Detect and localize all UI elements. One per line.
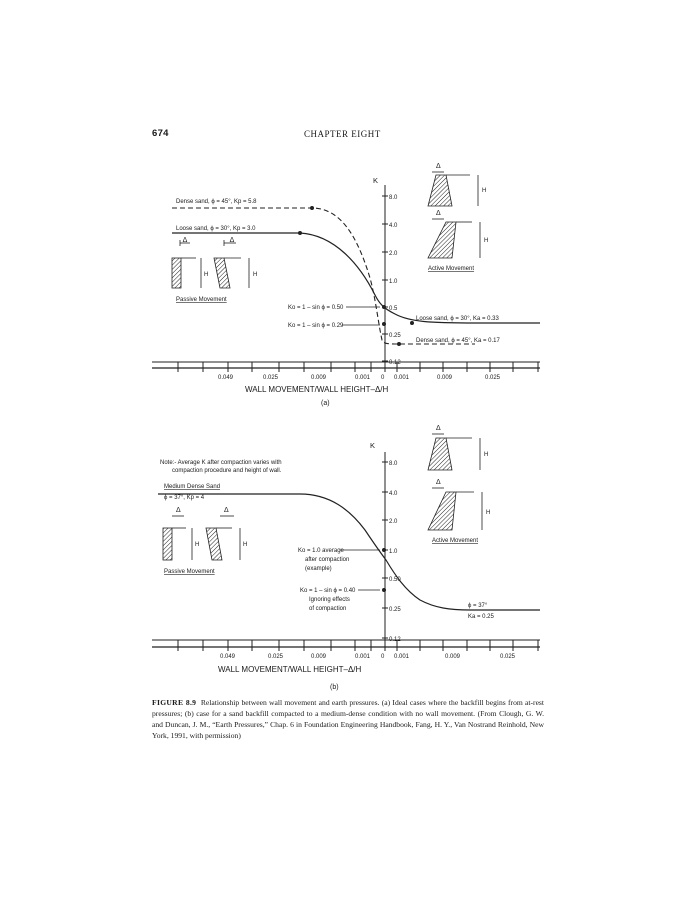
loose-peak-point bbox=[298, 231, 302, 235]
delta-symbol: Δ bbox=[224, 507, 229, 514]
x-tick-label: 0.025 bbox=[485, 375, 501, 381]
k-tick-label: 0.50 bbox=[389, 577, 401, 583]
k0-average-label: Ko = 1.0 average bbox=[298, 548, 344, 554]
x-tick-label: 0.001 bbox=[394, 654, 410, 660]
delta-symbol: Δ bbox=[436, 425, 441, 432]
x-tick-label: 0.025 bbox=[263, 375, 279, 381]
k-tick-label: 2.0 bbox=[389, 251, 398, 257]
figure-caption-text: Relationship between wall movement and earth pressures. (a) Ideal cases where the backfill begins from at-rest pressures; (b) case for a sand backfill compacted to a medium-dense condition with no wall movement. (From Clough, G. W. and Duncan, J. M., “Earth Pressures,” Chap. 6 in Foundation Engineering Handbook, Fang, H. Y., Van Nostrand Reinhold, New York, 1991, with permission) bbox=[152, 698, 544, 740]
x-tick-label: 0.009 bbox=[437, 375, 453, 381]
height-label: H bbox=[195, 542, 200, 548]
sand-label-line-1: Medium Dense Sand bbox=[164, 484, 221, 490]
height-label: H bbox=[486, 510, 491, 516]
k-tick-label: 4.0 bbox=[389, 223, 398, 229]
k-tick-label: 8.0 bbox=[389, 461, 398, 467]
dense-sand-passive-label: Dense sand, ϕ = 45°, Kp = 5.8 bbox=[176, 199, 257, 205]
x-tick-label: 0.025 bbox=[268, 654, 284, 660]
passive-movement-label: Passive Movement bbox=[164, 569, 215, 575]
k-tick-label: 2.0 bbox=[389, 519, 398, 525]
chapter-title: CHAPTER EIGHT bbox=[304, 129, 381, 139]
subfigure-label-a: (a) bbox=[321, 400, 330, 407]
x-tick-label: 0.025 bbox=[500, 654, 516, 660]
x-tick-label: 0.009 bbox=[311, 375, 327, 381]
subfigure-label-b: (b) bbox=[330, 684, 339, 691]
height-label: H bbox=[484, 238, 489, 244]
k-tick-label: 0.25 bbox=[389, 607, 401, 613]
x-tick-label: 0 bbox=[381, 654, 385, 660]
k0-loose-label: Ko = 1 – sin ϕ = 0.50 bbox=[288, 305, 344, 311]
passive-wall-sketches-a bbox=[172, 237, 257, 303]
k-axis-label-b: K bbox=[370, 441, 376, 450]
delta-symbol: Δ bbox=[436, 210, 441, 217]
x-axis-title-b: WALL MOVEMENT/WALL HEIGHT–Δ/H bbox=[218, 665, 362, 674]
x-tick-label: 0.001 bbox=[355, 654, 371, 660]
x-tick-label: 0.001 bbox=[394, 375, 410, 381]
k0-average-label: after compaction bbox=[305, 557, 350, 563]
active-ka-label: Ka = 0.25 bbox=[468, 614, 494, 620]
k0-point bbox=[382, 305, 386, 309]
note-line-1: Note:- Average K after compaction varies with bbox=[160, 460, 282, 466]
height-label: H bbox=[482, 188, 487, 194]
sand-label-line-2: ϕ = 37°, Kp = 4 bbox=[164, 495, 205, 501]
figure-b bbox=[152, 425, 540, 691]
k-tick-label: 0.12 bbox=[389, 637, 401, 643]
height-label: H bbox=[243, 542, 248, 548]
k-tick-label: 0.5 bbox=[389, 306, 398, 312]
passive-wall-sketches-b bbox=[163, 507, 247, 575]
k0-average-point bbox=[382, 548, 386, 552]
loose-sand-passive-label: Loose sand, ϕ = 30°, Kp = 3.0 bbox=[176, 226, 256, 232]
k-tick-label: 4.0 bbox=[389, 491, 398, 497]
dense-peak-point bbox=[310, 206, 314, 210]
delta-symbol: Δ bbox=[229, 237, 235, 244]
k0-dense-label: Ko = 1 – sin ϕ = 0.29 bbox=[288, 323, 344, 329]
x-axis-title-a: WALL MOVEMENT/WALL HEIGHT–Δ/H bbox=[245, 385, 389, 394]
k-tick-label: 1.0 bbox=[389, 279, 398, 285]
x-tick-label: 0.009 bbox=[311, 654, 327, 660]
active-phi-label: ϕ = 37° bbox=[468, 603, 488, 609]
height-label: H bbox=[484, 452, 489, 458]
page-number: 674 bbox=[152, 128, 169, 139]
delta-symbol: Δ bbox=[436, 479, 441, 486]
ka-point bbox=[397, 342, 401, 346]
ka-point bbox=[410, 321, 414, 325]
k-tick-label: 1.0 bbox=[389, 549, 398, 555]
figure-caption-label: FIGURE 8.9 bbox=[152, 698, 197, 707]
x-tick-label: 0.049 bbox=[218, 375, 234, 381]
k0-point bbox=[382, 322, 386, 326]
k0-ignoring-point bbox=[382, 588, 386, 592]
delta-symbol: Δ bbox=[176, 507, 181, 514]
loose-sand-active-label: Loose sand, ϕ = 30°, Ka = 0.33 bbox=[416, 316, 499, 322]
height-label: H bbox=[204, 272, 209, 278]
active-wall-sketches-a bbox=[428, 163, 488, 272]
dense-sand-active-label: Dense sand, ϕ = 45°, Ka = 0.17 bbox=[416, 338, 500, 344]
height-label: H bbox=[253, 272, 258, 278]
active-movement-label: Active Movement bbox=[428, 266, 475, 272]
k-axis-label-a: K bbox=[373, 176, 379, 185]
x-tick-label: 0.049 bbox=[220, 654, 236, 660]
figure-a bbox=[152, 163, 540, 407]
x-ticks-b bbox=[178, 640, 538, 651]
x-tick-label: 0.001 bbox=[355, 375, 371, 381]
k0-average-label: (example) bbox=[305, 566, 332, 572]
note-line-2: compaction procedure and height of wall. bbox=[172, 468, 282, 474]
k0-ignoring-label: Ignoring effects bbox=[309, 597, 350, 603]
k0-ignoring-label: Ko = 1 – sin ϕ = 0.40 bbox=[300, 588, 356, 594]
active-wall-sketches-b bbox=[428, 425, 490, 544]
delta-symbol: Δ bbox=[436, 163, 441, 170]
figure-caption bbox=[152, 697, 544, 741]
x-ticks-a bbox=[178, 362, 538, 372]
passive-movement-label: Passive Movement bbox=[176, 297, 227, 303]
active-movement-label: Active Movement bbox=[432, 538, 479, 544]
k-tick-label: 0.25 bbox=[389, 333, 401, 339]
k-tick-label: 0.12 bbox=[389, 360, 401, 366]
x-tick-label: 0.009 bbox=[445, 654, 461, 660]
delta-symbol: Δ bbox=[182, 237, 188, 244]
k0-ignoring-label: of compaction bbox=[309, 606, 347, 612]
k-tick-label: 8.0 bbox=[389, 195, 398, 201]
x-tick-label: 0 bbox=[381, 375, 385, 381]
